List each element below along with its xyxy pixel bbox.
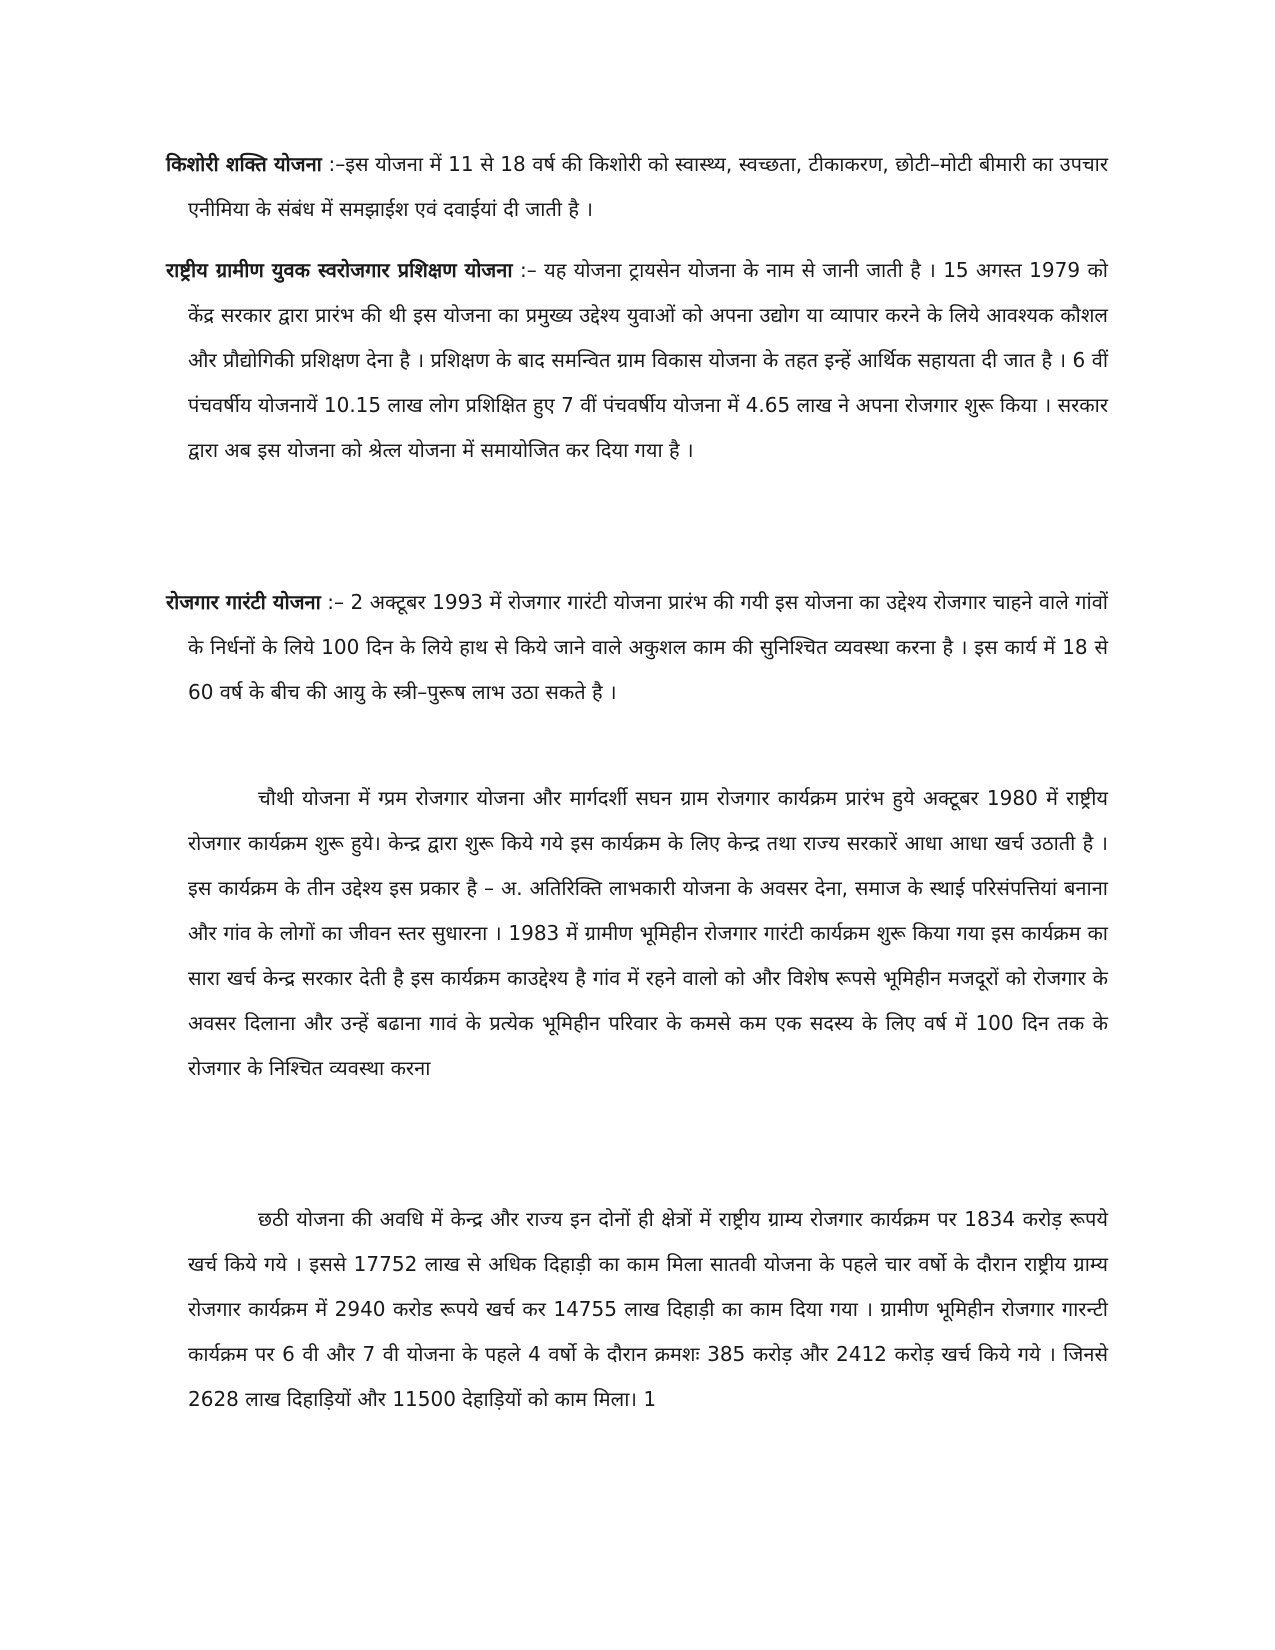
paragraph-rojgar-guarantee-yojana [166,580,1108,715]
paragraph-heading: किशोरी शक्ति योजना [166,152,322,176]
paragraph-kishori-shakti-yojana [166,142,1108,232]
paragraph-text: चौथी योजना में ग्प्रम रोजगार योजना और मार्गदर्शी सघन ग्राम रोजगार कार्यक्रम प्रारंभ हुये अक्टूबर 1980 में राष्ट्रीय रोजगार कार्यक्रम शुरू हुये। केन्द्र द्वारा शुरू किये गये इस कार्यक्रम के लिए केन्द्र तथा राज्य सरकारें आधा आधा खर्च उठाती है । इस कार्यक्रम के तीन उद्देश्य इस प्रकार है – अ. अतिरिक्ति लाभकारी योजना के अवसर देना, समाज के स्थाई परिसंपत्तियां बनाना और गांव के लोगों का जीवन स्तर सुधारना । 1983 में ग्रामीण भूमिहीन रोजगार गारंटी कार्यक्रम शुरू किया गया इस कार्यक्रम का सारा खर्च केन्द्र सरकार देती है इस कार्यक्रम काउद्देश्य है गांव में रहने वालो को और विशेष रूपसे भूमिहीन मजदूरों को रोजगार के अवसर दिलाना और उन्हें बढाना गावं के प्रत्येक भूमिहीन परिवार के कमसे कम एक सदस्य के लिए वर्ष में 100 दिन तक के रोजगार के निश्चित व्यवस्था करना [188,786,1108,1080]
paragraph-sixth-plan [166,1197,1108,1422]
paragraph-trysem-yojana [166,248,1108,473]
paragraph-heading: राष्ट्रीय ग्रामीण युवक स्वरोजगार प्रशिक्षण योजना [166,258,513,282]
paragraph-text: :–इस योजना में 11 से 18 वर्ष की किशोरी को स्वास्थ्य, स्वच्छता, टीकाकरण, छोटी–मोटी बीमारी का उपचार एनीमिया के संबंध में समझाईश एवं दवाईयां दी जाती है । [188,152,1109,221]
paragraph-text: :– यह योजना ट्रायसेन योजना के नाम से जानी जाती है । 15 अगस्त 1979 को केंद्र सरकार द्वारा प्रारंभ की थी इस योजना का प्रमुख्य उद्देश्य युवाओं को अपना उद्योग या व्यापार करने के लिये आवश्यक कौशल और प्रौद्योगिकी प्रशिक्षण देना है । प्रशिक्षण के बाद समन्वित ग्राम विकास योजना के तहत इन्हें आर्थिक सहायता दी जात है । 6 वीं पंचवर्षीय योजनायें 10.15 लाख लोग प्रशिक्षित हुए 7 वीं पंचवर्षीय योजना में 4.65 लाख ने अपना रोजगार शुरू किया । सरकार द्वारा अब इस योजना को श्रेत्ल योजना में समायोजित कर दिया गया है । [188,258,1108,462]
paragraph-text: छठी योजना की अवधि में केन्द्र और राज्य इन दोनों ही क्षेत्रों में राष्ट्रीय ग्राम्य रोजगार कार्यक्रम पर 1834 करोड़ रूपये खर्च किये गये । इससे 17752 लाख से अधिक दिहाड़ी का काम मिला सातवी योजना के पहले चार वर्षो के दौरान राष्ट्रीय ग्राम्य रोजगार कार्यक्रम में 2940 करोड रूपये खर्च कर 14755 लाख दिहाड़ी का काम दिया गया । ग्रामीण भूमिहीन रोजगार गारन्टी कार्यक्रम पर 6 वी और 7 वी योजना के पहले 4 वर्षो के दौरान क्रमशः 385 करोड़ और 2412 करोड़ खर्च किये गये । जिनसे 2628 लाख दिहाड़ियों और 11500 देहाड़ियों को काम मिला। 1 [188,1207,1108,1411]
paragraph-heading: रोजगार गारंटी योजना [166,590,321,614]
paragraph-fourth-plan [166,776,1108,1091]
paragraph-text: :– 2 अक्टूबर 1993 में रोजगार गारंटी योजना प्रारंभ की गयी इस योजना का उद्देश्य रोजगार चाहने वाले गांवों के निर्धनों के लिये 100 दिन के लिये हाथ से किये जाने वाले अकुशल काम की सुनिश्चित व्यवस्था करना है । इस कार्य में 18 से 60 वर्ष के बीच की आयु के स्त्री–पुरूष लाभ उठा सकते है । [188,590,1108,704]
